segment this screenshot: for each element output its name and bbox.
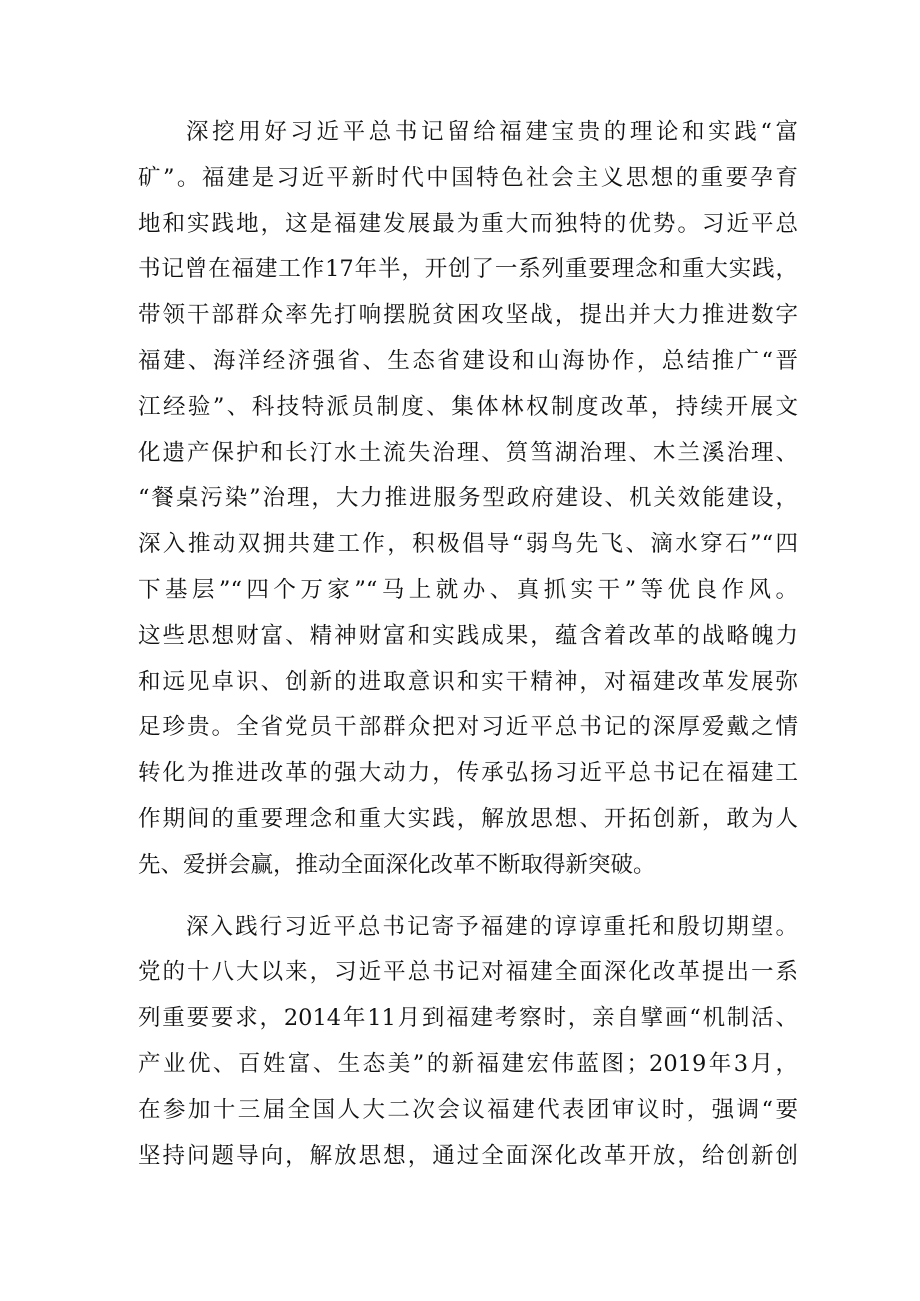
text-line: “餐桌污染”治理，大力推进服务型政府建设、机关效能建设， bbox=[138, 485, 798, 512]
text-line: 深入推动双拥共建工作，积极倡导“弱鸟先飞、滴水穿石”“四 bbox=[138, 531, 798, 558]
text-line: 在参加十三届全国人大二次会议福建代表团审议时，强调“要 bbox=[138, 1096, 798, 1123]
text-line: 化遗产保护和长汀水土流失治理、筼筜湖治理、木兰溪治理、 bbox=[138, 439, 798, 466]
text-line: 列重要要求，2014年11月到福建考察时，亲自擘画“机制活、 bbox=[138, 1005, 798, 1032]
text-line: 福建、海洋经济强省、生态省建设和山海协作，总结推广“晋 bbox=[138, 347, 798, 374]
text-line: 地和实践地，这是福建发展最为重大而独特的优势。习近平总 bbox=[138, 210, 798, 237]
text-line: 党的十八大以来，习近平总书记对福建全面深化改革提出一系 bbox=[138, 959, 798, 986]
text-line: 和远见卓识、创新的进取意识和实干精神，对福建改革发展弥 bbox=[138, 668, 798, 695]
paragraph-1 bbox=[138, 110, 798, 889]
text-line: 江经验”、科技特派员制度、集体林权制度改革，持续开展文 bbox=[138, 393, 798, 420]
paragraph-spacer bbox=[138, 889, 798, 905]
text-line: 转化为推进改革的强大动力，传承弘扬习近平总书记在福建工 bbox=[138, 760, 798, 787]
text-line: 书记曾在福建工作17年半，开创了一系列重要理念和重大实践， bbox=[138, 256, 798, 283]
text-line: 矿”。福建是习近平新时代中国特色社会主义思想的重要孕育 bbox=[138, 164, 798, 191]
text-line: 下基层”“四个万家”“马上就办、真抓实干”等优良作风。 bbox=[138, 576, 798, 603]
text-line: 深挖用好习近平总书记留给福建宝贵的理论和实践“富 bbox=[186, 119, 798, 145]
text-line: 带领干部群众率先打响摆脱贫困攻坚战，提出并大力推进数字 bbox=[138, 302, 798, 329]
document-body bbox=[138, 110, 798, 1179]
text-line: 先、爱拼会赢，推动全面深化改革不断取得新突破。 bbox=[138, 851, 656, 878]
text-line: 作期间的重要理念和重大实践，解放思想、开拓创新，敢为人 bbox=[138, 805, 798, 832]
text-line: 足珍贵。全省党员干部群众把对习近平总书记的深厚爱戴之情 bbox=[138, 714, 798, 741]
text-line: 坚持问题导向，解放思想，通过全面深化改革开放，给创新创 bbox=[138, 1142, 798, 1169]
paragraph-2 bbox=[138, 905, 798, 1180]
text-line: 深入践行习近平总书记寄予福建的谆谆重托和殷切期望。 bbox=[186, 913, 798, 940]
text-line: 产业优、百姓富、生态美”的新福建宏伟蓝图；2019年3月， bbox=[138, 1050, 798, 1077]
text-line: 这些思想财富、精神财富和实践成果，蕴含着改革的战略魄力 bbox=[138, 622, 798, 649]
